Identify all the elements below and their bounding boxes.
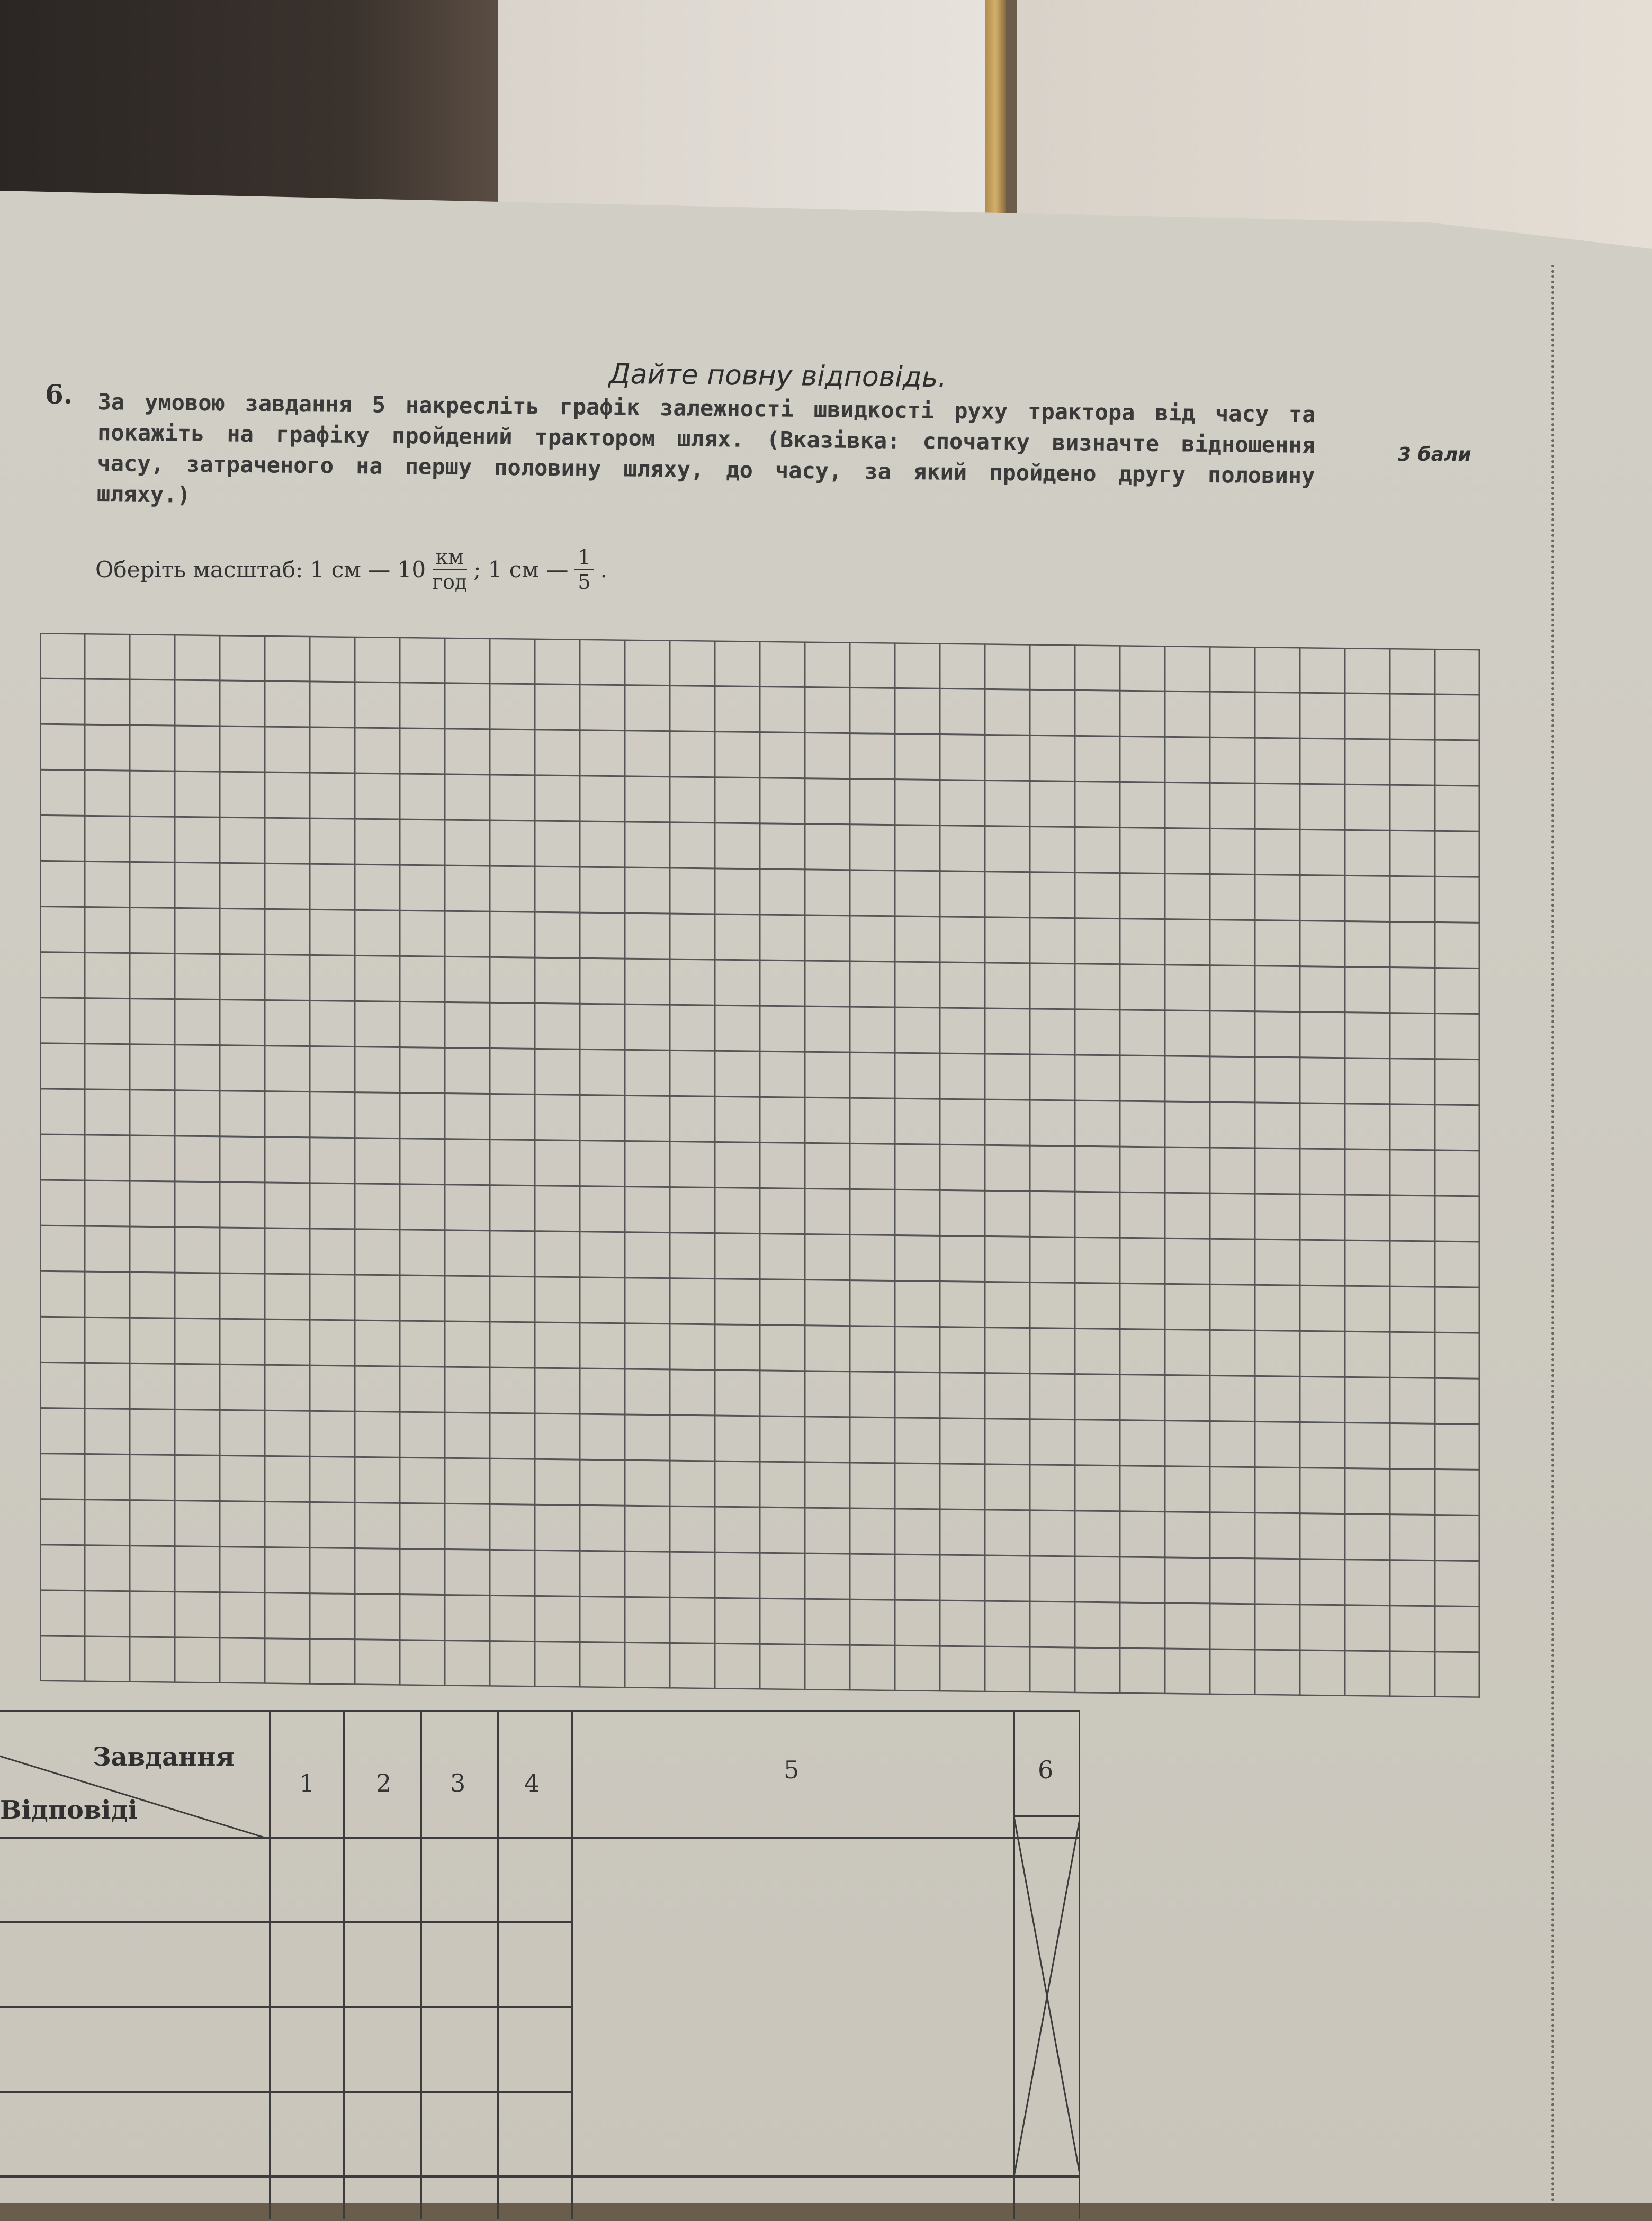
time-scale-numerator: 1 (574, 545, 594, 570)
background-curtain (498, 0, 995, 233)
question-text: За умовою завдання 5 накресліть графік залежності швидкості руху трактора від часу та покажіть на графіку пройдений трактором шлях. (Вказівка: спочатку визначте відношення часу, затраченого на першу половину шляху, до часу, за який пройдено другу половину шляху.) (96, 388, 1316, 508)
answer-table-lines (0, 1710, 1080, 2219)
points-label: 3 бали (1398, 444, 1471, 465)
scale-middle: ; 1 см — (473, 557, 569, 583)
perforation-line (1551, 265, 1554, 2203)
speed-unit-fraction (432, 545, 467, 594)
answer-table (0, 1710, 1080, 2219)
answer-table-column: 2 (376, 1769, 392, 1797)
graph-grid-lines (40, 633, 1480, 1698)
scale-prefix: Оберіть масштаб: 1 см — 10 (95, 557, 426, 583)
answer-table-header-answers: Відповіді (0, 1795, 138, 1825)
question-number: 6. (45, 379, 73, 410)
background-door-gap (985, 0, 1006, 238)
scale-instruction (95, 545, 607, 594)
answer-table-column: 4 (524, 1769, 540, 1797)
time-scale-fraction (574, 545, 594, 594)
answer-table-column: 1 (299, 1769, 315, 1797)
speed-unit-denominator: год (432, 570, 468, 594)
time-scale-denominator: 5 (578, 570, 591, 594)
answer-table-header-tasks: Завдання (93, 1742, 235, 1772)
answer-table-column: 5 (784, 1756, 800, 1784)
graph-grid[interactable] (40, 633, 1480, 1698)
scale-suffix: . (600, 557, 607, 583)
answer-table-column: 3 (450, 1769, 466, 1797)
speed-unit-numerator: км (433, 545, 467, 570)
background-dark-wall (0, 0, 498, 222)
answer-table-column: 6 (1038, 1756, 1054, 1784)
section-instruction: Дайте повну відповідь. (608, 358, 947, 394)
